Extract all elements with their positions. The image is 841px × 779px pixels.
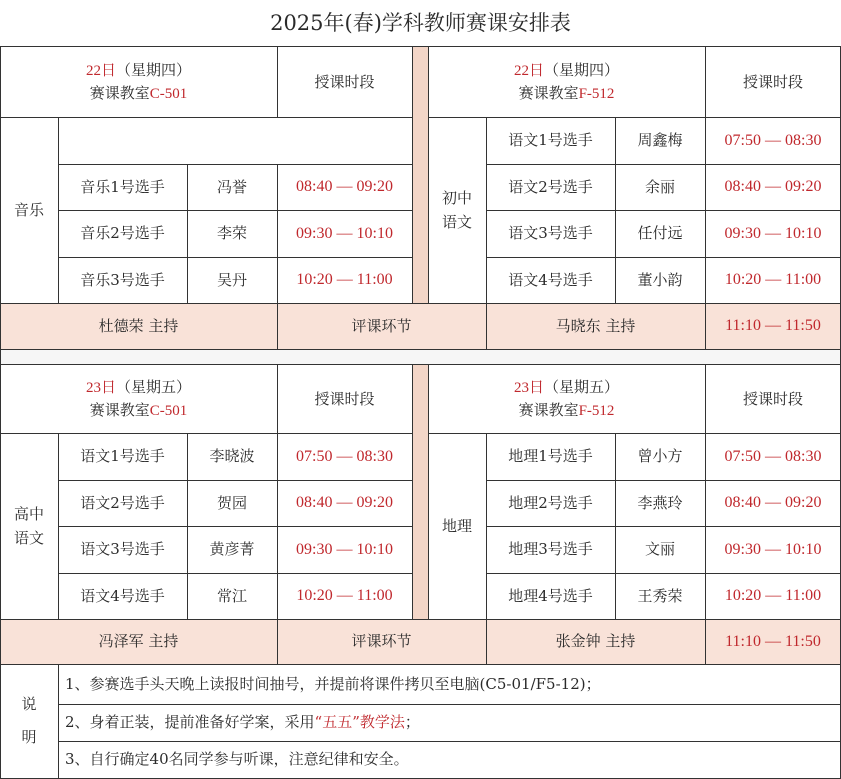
table-cell-teacher: 任付远 — [637, 224, 683, 243]
day1-left-date: 22日 — [85, 62, 116, 79]
table-cell-player: 音乐1号选手 — [80, 177, 165, 196]
table-cell-teacher: 李晓波 — [209, 447, 255, 466]
table-cell-time: 09:30 — 10:10 — [724, 540, 822, 558]
note-2-emphasis: “五五”教学法 — [314, 713, 405, 732]
day1-right-date: 22日 — [513, 62, 544, 79]
table-cell-teacher: 周鑫梅 — [637, 131, 683, 150]
table-cell-teacher: 曾小方 — [637, 447, 683, 466]
day1-right-subject-line1: 初中 — [441, 189, 472, 207]
table-cell-time: 08:40 — 09:20 — [296, 178, 393, 195]
day2-left-subject — [0, 433, 58, 619]
day1-right-host: 马晓东 主持 — [486, 303, 705, 349]
table-cell-teacher: 贺园 — [216, 493, 247, 512]
center-separator-top — [412, 47, 428, 303]
note-2-text: 2、身着正装，提前准备好学案，采用 — [65, 713, 315, 732]
note-1: 1、参赛选手头天晚上读报时间抽号，并提前将课件拷贝至电脑(C5-01/F5-12)； — [65, 674, 601, 693]
day2-left-subject-line1: 高中 — [13, 505, 44, 523]
day1-left-subject: 音乐 — [13, 200, 44, 219]
table-cell-player: 语文2号选手 — [508, 177, 593, 196]
day2-left-header — [0, 365, 277, 433]
center-separator-bottom — [412, 365, 428, 619]
table-cell-player: 地理2号选手 — [508, 493, 593, 512]
table-cell-time: 07:50 — 08:30 — [724, 131, 822, 149]
table-cell-teacher: 李燕玲 — [637, 493, 683, 512]
table-cell-time: 07:50 — 08:30 — [296, 447, 393, 465]
table-cell-time: 09:30 — 10:10 — [724, 224, 822, 242]
notes-label-line2: 明 — [21, 728, 37, 746]
day1-left-room: C-501 — [149, 86, 188, 102]
day2-left-date: 23日 — [85, 379, 116, 396]
table-cell-teacher: 董小韵 — [637, 270, 683, 289]
note-2-end: ； — [404, 713, 420, 732]
table-cell-time: 08:40 — 09:20 — [724, 494, 822, 511]
table-cell-player: 语文4号选手 — [80, 586, 165, 605]
day2-right-header — [428, 365, 705, 433]
day2-left-subject-line2: 语文 — [13, 529, 44, 547]
day2-right-weekday: （星期五） — [544, 377, 620, 396]
table-cell-player: 语文4号选手 — [508, 270, 593, 289]
note-2 — [58, 704, 841, 741]
day1-right-subject-line2: 语文 — [441, 213, 472, 231]
day1-right-header — [428, 47, 705, 117]
notes-label-line1: 说 — [21, 695, 37, 713]
day2-right-date: 23日 — [513, 379, 544, 396]
day2-review-label: 评课环节 — [277, 619, 486, 664]
table-cell-player: 音乐3号选手 — [80, 270, 165, 289]
table-cell-player: 地理1号选手 — [508, 447, 593, 466]
day1-right-room: F-512 — [578, 86, 615, 102]
table-cell-time: 10:20 — 11:00 — [724, 587, 822, 604]
table-cell-time: 08:40 — 09:20 — [724, 178, 822, 195]
table-cell-time: 10:20 — 11:00 — [724, 271, 822, 288]
day1-left-weekday: （星期四） — [116, 60, 192, 79]
day2-left-host: 冯泽军 主持 — [0, 619, 277, 664]
table-cell-time: 10:20 — 11:00 — [296, 271, 393, 288]
table-cell-player: 音乐2号选手 — [80, 224, 165, 243]
day2-right-room-prefix: 赛课教室 — [518, 401, 579, 419]
day1-left-time-header: 授课时段 — [314, 72, 375, 91]
table-cell-player: 语文1号选手 — [80, 447, 165, 466]
day1-right-subject — [428, 117, 486, 303]
day1-left-host: 杜德荣 主持 — [0, 303, 277, 349]
day1-review-time: 11:10 — 11:50 — [705, 303, 841, 349]
table-cell-player: 语文3号选手 — [508, 224, 593, 243]
day2-right-subject: 地理 — [441, 516, 472, 535]
table-cell-time: 10:20 — 11:00 — [296, 587, 393, 604]
day1-right-weekday: （星期四） — [544, 60, 620, 79]
table-cell-player: 地理3号选手 — [508, 540, 593, 559]
table-cell-teacher: 吴丹 — [216, 270, 247, 289]
table-cell-player: 语文1号选手 — [508, 131, 593, 150]
table-cell-teacher: 余丽 — [644, 177, 675, 196]
day2-left-room: C-501 — [149, 403, 188, 419]
day1-left-room-prefix: 赛课教室 — [89, 84, 150, 102]
table-cell-player: 地理4号选手 — [508, 586, 593, 605]
table-cell-teacher: 黄彦菁 — [209, 540, 255, 559]
table-cell-teacher: 李荣 — [216, 224, 247, 243]
table-cell-teacher: 王秀荣 — [637, 586, 683, 605]
day2-review-time: 11:10 — 11:50 — [705, 619, 841, 664]
table-cell-player: 语文2号选手 — [80, 493, 165, 512]
table-cell-time: 07:50 — 08:30 — [724, 447, 822, 465]
note-3: 3、自行确定40名同学参与听课，注意纪律和安全。 — [65, 750, 409, 769]
table-cell-time: 09:30 — 10:10 — [296, 224, 393, 242]
day2-right-room: F-512 — [578, 403, 615, 419]
table-cell-time: 08:40 — 09:20 — [296, 494, 393, 511]
table-cell-time: 09:30 — 10:10 — [296, 540, 393, 558]
day2-right-time-header: 授课时段 — [742, 389, 803, 408]
day1-right-time-header: 授课时段 — [742, 72, 803, 91]
day1-right-room-prefix: 赛课教室 — [518, 84, 579, 102]
day2-left-weekday: （星期五） — [116, 377, 192, 396]
page-title: 2025年(春)学科教师赛课安排表 — [270, 11, 571, 35]
day1-review-label: 评课环节 — [277, 303, 486, 349]
day1-left-header — [0, 47, 277, 117]
day2-right-host: 张金钟 主持 — [486, 619, 705, 664]
table-cell-player: 语文3号选手 — [80, 540, 165, 559]
table-cell-teacher: 常江 — [216, 586, 247, 605]
block-gap — [0, 350, 841, 364]
day2-left-time-header: 授课时段 — [314, 389, 375, 408]
table-cell-teacher: 文丽 — [644, 540, 675, 559]
table-cell-teacher: 冯誉 — [216, 177, 247, 196]
day2-left-room-prefix: 赛课教室 — [89, 401, 150, 419]
notes-label — [0, 664, 58, 778]
